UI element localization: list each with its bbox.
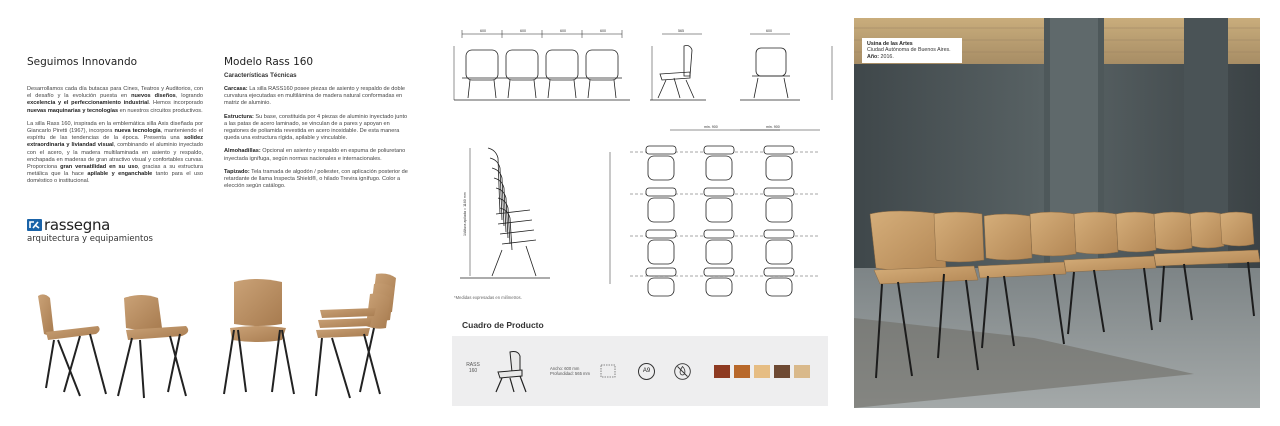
logo-tagline: arquitectura y equipamientos (27, 234, 153, 244)
chair-side-view (38, 294, 106, 396)
dim-row-2: 600 (520, 29, 526, 33)
color-swatch-1 (714, 365, 730, 378)
venue-photo-illustration (854, 18, 1260, 408)
dim-row-4: 600 (600, 29, 606, 33)
color-swatch-5 (794, 365, 810, 378)
dim-side-depth: 565 (678, 29, 684, 33)
technical-drawings (440, 18, 840, 308)
intro-paragraph: Desarrollamos cada día butacas para Cines, Teatros y Auditorios, con el desafío y la evolución puesta en nuevos diseños, logrando excelencia y el perfeccionamiento industrial. Hemos incorporado nuevas maquinarias y tecnologías en nuestros circuitos productivos. (27, 86, 203, 114)
spec-estructura: Estructura: Su base, constituida por 4 piezas de aluminio inyectado junto a las patas de acero laminado, se vinculan de a pares y apoyan en regatones de poliamida revestida en acero inoxidable. De esta manera queda una estructura rígida, apilable y vinculable. (224, 113, 408, 142)
panel1-body (27, 86, 203, 192)
measure-note: *Medidas expresadas en milímetros. (454, 295, 522, 300)
dimension-box-icon (600, 364, 616, 378)
side-view-drawing (650, 34, 706, 100)
model-code: RASS 160 (466, 362, 480, 374)
dim-row-3: 600 (560, 29, 566, 33)
dimensions-text: Ancho: 600 mm Profundidad: 565 mm (550, 366, 591, 377)
dim-stack: 1/Altura apilada = 1160 mm (463, 192, 467, 236)
caption-place: Ciudad Autónoma de Buenos Aires. (867, 47, 951, 54)
dim-row-1: 600 (480, 29, 486, 33)
photo-caption (862, 38, 962, 63)
description-paragraph: La silla Rass 160, inspirada en la emblemática silla Axis diseñada por Giancarlo Piretti (1967), incorpora nueva tecnología, manteniendo el espíritu de las tendencias de la época. Presenta una solidez extraordinaria y liviandad visual, combinando el aluminio inyectado con el acero, y la madera multilaminada en asiento y respaldo, enchapada en maderas de gran atractivo visual y confortables curvas. Proporciona gran versatilidad en su uso, gracias a su estructura metálica que la hace apilable y enganchable tanto para el uso doméstico o institucional. (27, 120, 203, 185)
plan-chairs (646, 146, 794, 296)
chair-thumbnail (492, 348, 532, 394)
product-table (452, 336, 828, 406)
dim-col-a: min. 900 (704, 125, 718, 129)
spec-tapizado: Tapizado: Tela tramada de algodón / poliester, con aplicación posterior de retardante de llama Inspecta Shield®, o hilado Trevira ignífugo. Color a elección según catálogo. (224, 168, 408, 190)
chair-back-view (118, 295, 188, 398)
logo-name: rassegna (44, 216, 111, 234)
cuadro-title: Cuadro de Producto (462, 320, 544, 330)
rassegna-logo-icon (27, 219, 42, 231)
chair-front-view (224, 279, 294, 394)
front-row-drawing (454, 30, 630, 100)
spec-almohadillas: Almohadillas: Opcional en asiento y respaldo en espuma de poliuretano inyectada ignífuga, según normas nacionales e internacionales. (224, 148, 406, 162)
dim-front-width: 600 (766, 29, 772, 33)
specs-subtitle: Características Técnicas (224, 72, 297, 79)
caption-title: Usina de las Artes (867, 41, 913, 47)
color-swatch-3 (754, 365, 770, 378)
chair-photos (20, 268, 420, 403)
color-swatch-2 (734, 365, 750, 378)
dim-col-b: min. 900 (766, 125, 780, 129)
panel2-title: Modelo Rass 160 (224, 56, 314, 68)
color-swatch-4 (774, 365, 790, 378)
caption-year: Año: 2016. (867, 53, 894, 60)
chair-stacked-view (316, 274, 396, 399)
venue-photo (854, 18, 1260, 408)
panel1-title: Seguimos Innovando (27, 56, 138, 68)
stacked-drawing (460, 148, 550, 278)
fire-retardant-icon (674, 363, 691, 380)
spec-carcasa: Carcasa: La silla RASS160 posee piezas de asiento y respaldo de doble curvatura ejecutadas en multilámina de madera natural conformadas en matriz de aluminio. (224, 86, 405, 107)
front-single-drawing (740, 34, 832, 100)
specs-list (224, 86, 410, 196)
a9-badge: A9 (638, 363, 655, 380)
